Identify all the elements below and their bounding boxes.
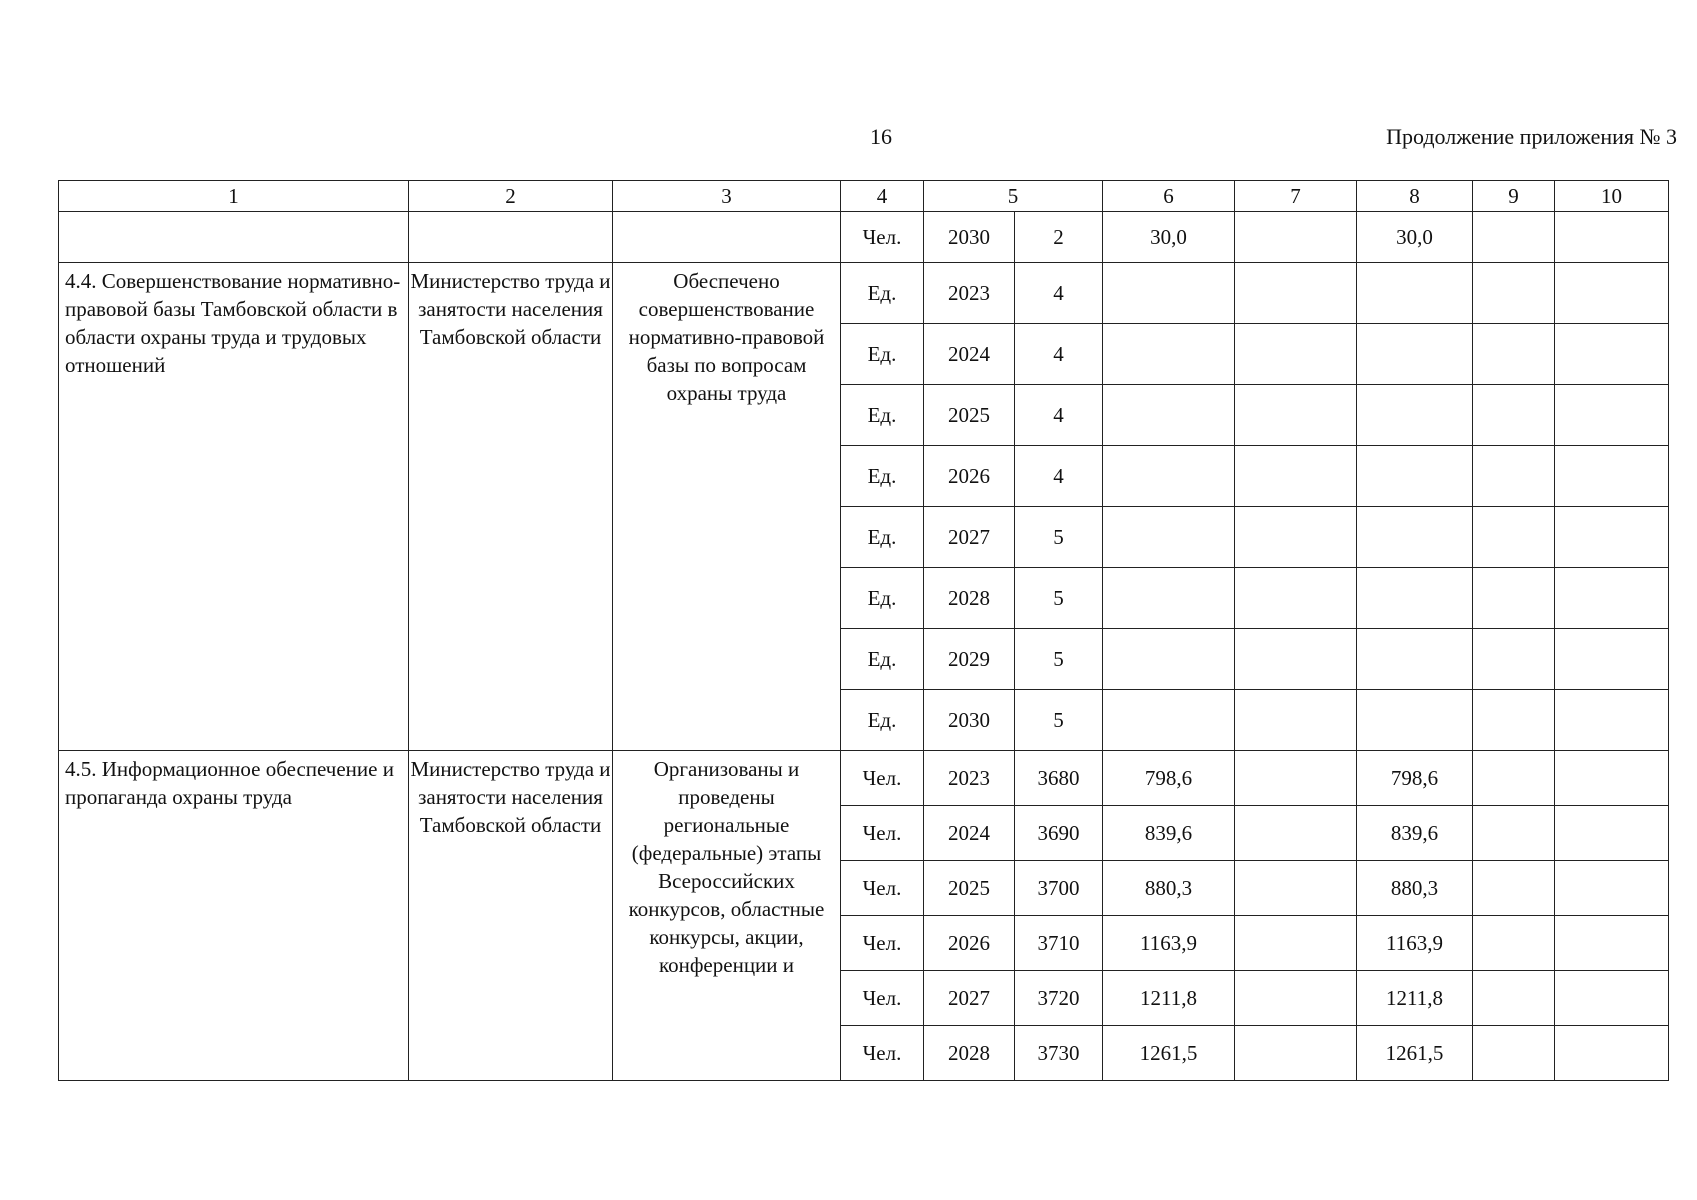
col8-cell	[1357, 690, 1473, 751]
empty-cell	[1235, 806, 1357, 861]
value-cell: 3690	[1015, 806, 1103, 861]
year-cell: 2030	[924, 212, 1015, 263]
year-cell: 2023	[924, 751, 1015, 806]
value-cell: 5	[1015, 568, 1103, 629]
col8-cell: 798,6	[1357, 751, 1473, 806]
value-cell: 3720	[1015, 971, 1103, 1026]
col6-cell: 798,6	[1103, 751, 1235, 806]
unit-cell: Чел.	[841, 1026, 924, 1081]
table-row	[59, 263, 1669, 324]
unit-cell: Ед.	[841, 385, 924, 446]
empty-cell	[1555, 507, 1669, 568]
empty-cell	[1473, 446, 1555, 507]
header-cell: 1	[59, 181, 409, 212]
unit-cell: Ед.	[841, 507, 924, 568]
empty-cell	[1555, 1026, 1669, 1081]
year-cell: 2030	[924, 690, 1015, 751]
empty-cell	[1235, 971, 1357, 1026]
empty-cell	[1473, 751, 1555, 806]
value-cell: 5	[1015, 507, 1103, 568]
value-cell: 4	[1015, 324, 1103, 385]
empty-cell	[1473, 806, 1555, 861]
col8-cell	[1357, 507, 1473, 568]
col6-cell: 30,0	[1103, 212, 1235, 263]
empty-cell	[1555, 263, 1669, 324]
section-44-executor: Министерство труда и занятости населения Тамбовской области	[409, 263, 613, 751]
col6-cell	[1103, 568, 1235, 629]
unit-cell: Ед.	[841, 690, 924, 751]
empty-cell	[1555, 446, 1669, 507]
empty-cell	[1473, 1026, 1555, 1081]
col8-cell: 1211,8	[1357, 971, 1473, 1026]
col8-cell	[1357, 446, 1473, 507]
empty-cell	[1555, 568, 1669, 629]
year-cell: 2028	[924, 1026, 1015, 1081]
col6-cell: 880,3	[1103, 861, 1235, 916]
section-45-title: 4.5. Информационное обеспечение и пропаганда охраны труда	[59, 751, 409, 1081]
empty-cell	[1473, 212, 1555, 263]
year-cell: 2024	[924, 324, 1015, 385]
col8-cell: 880,3	[1357, 861, 1473, 916]
empty-cell	[1235, 263, 1357, 324]
appendix-note: Продолжение приложения № 3	[1386, 124, 1677, 149]
empty-cell	[1555, 806, 1669, 861]
empty-cell	[1555, 916, 1669, 971]
empty-cell	[59, 212, 409, 263]
empty-cell	[1235, 690, 1357, 751]
header-cell: 3	[613, 181, 841, 212]
value-cell: 3710	[1015, 916, 1103, 971]
empty-cell	[1473, 971, 1555, 1026]
col8-cell	[1357, 263, 1473, 324]
unit-cell: Чел.	[841, 971, 924, 1026]
value-cell: 3680	[1015, 751, 1103, 806]
col6-cell	[1103, 263, 1235, 324]
unit-cell: Ед.	[841, 263, 924, 324]
header-row	[59, 181, 1669, 212]
empty-cell	[1555, 861, 1669, 916]
col8-cell: 839,6	[1357, 806, 1473, 861]
empty-cell	[1235, 324, 1357, 385]
col8-cell: 1163,9	[1357, 916, 1473, 971]
unit-cell: Ед.	[841, 629, 924, 690]
empty-cell	[1555, 751, 1669, 806]
year-cell: 2029	[924, 629, 1015, 690]
col8-cell	[1357, 568, 1473, 629]
col6-cell	[1103, 385, 1235, 446]
empty-cell	[1555, 690, 1669, 751]
empty-cell	[1473, 507, 1555, 568]
value-cell: 4	[1015, 263, 1103, 324]
empty-cell	[1555, 324, 1669, 385]
empty-cell	[1235, 507, 1357, 568]
empty-cell	[1555, 971, 1669, 1026]
header-cell: 7	[1235, 181, 1357, 212]
value-cell: 4	[1015, 446, 1103, 507]
section-44-title: 4.4. Совершенствование нормативно-правовой базы Тамбовской области в области охраны труда и трудовых отношений	[59, 263, 409, 751]
col8-cell	[1357, 324, 1473, 385]
col6-cell	[1103, 446, 1235, 507]
section-45-executor: Министерство труда и занятости населения Тамбовской области	[409, 751, 613, 1081]
year-cell: 2027	[924, 971, 1015, 1026]
year-cell: 2027	[924, 507, 1015, 568]
col8-cell	[1357, 385, 1473, 446]
col8-cell	[1357, 629, 1473, 690]
value-cell: 2	[1015, 212, 1103, 263]
empty-cell	[1473, 263, 1555, 324]
header-cell: 10	[1555, 181, 1669, 212]
header-cell: 2	[409, 181, 613, 212]
empty-cell	[1473, 690, 1555, 751]
empty-cell	[409, 212, 613, 263]
page-number: 16	[870, 124, 892, 149]
col6-cell: 1261,5	[1103, 1026, 1235, 1081]
empty-cell	[1473, 568, 1555, 629]
program-table	[58, 180, 1669, 1081]
empty-cell	[1235, 1026, 1357, 1081]
unit-cell: Чел.	[841, 806, 924, 861]
empty-cell	[1555, 212, 1669, 263]
unit-cell: Ед.	[841, 446, 924, 507]
col8-cell: 30,0	[1357, 212, 1473, 263]
empty-cell	[1235, 629, 1357, 690]
empty-cell	[1235, 751, 1357, 806]
col6-cell	[1103, 629, 1235, 690]
header-cell: 6	[1103, 181, 1235, 212]
col6-cell	[1103, 507, 1235, 568]
unit-cell: Чел.	[841, 861, 924, 916]
value-cell: 3730	[1015, 1026, 1103, 1081]
empty-cell	[1235, 212, 1357, 263]
header-cell: 8	[1357, 181, 1473, 212]
year-cell: 2028	[924, 568, 1015, 629]
empty-cell	[1235, 568, 1357, 629]
unit-cell: Чел.	[841, 916, 924, 971]
value-cell: 5	[1015, 629, 1103, 690]
year-cell: 2026	[924, 916, 1015, 971]
table-row	[59, 751, 1669, 806]
year-cell: 2024	[924, 806, 1015, 861]
year-cell: 2026	[924, 446, 1015, 507]
col6-cell: 1163,9	[1103, 916, 1235, 971]
col6-cell	[1103, 324, 1235, 385]
year-cell: 2025	[924, 861, 1015, 916]
header-cell: 9	[1473, 181, 1555, 212]
value-cell: 5	[1015, 690, 1103, 751]
empty-cell	[1555, 629, 1669, 690]
header-cell: 5	[924, 181, 1103, 212]
empty-cell	[613, 212, 841, 263]
year-cell: 2023	[924, 263, 1015, 324]
col6-cell: 1211,8	[1103, 971, 1235, 1026]
unit-cell: Ед.	[841, 568, 924, 629]
col8-cell: 1261,5	[1357, 1026, 1473, 1081]
section-44-result: Обеспечено совершенствование нормативно-правовой базы по вопросам охраны труда	[613, 263, 841, 751]
empty-cell	[1473, 916, 1555, 971]
unit-cell: Ед.	[841, 324, 924, 385]
col6-cell	[1103, 690, 1235, 751]
value-cell: 4	[1015, 385, 1103, 446]
col6-cell: 839,6	[1103, 806, 1235, 861]
value-cell: 3700	[1015, 861, 1103, 916]
empty-cell	[1473, 324, 1555, 385]
empty-cell	[1473, 629, 1555, 690]
empty-cell	[1473, 385, 1555, 446]
empty-cell	[1235, 916, 1357, 971]
empty-cell	[1473, 861, 1555, 916]
unit-cell: Чел.	[841, 751, 924, 806]
empty-cell	[1235, 446, 1357, 507]
empty-cell	[1235, 861, 1357, 916]
empty-cell	[1235, 385, 1357, 446]
table-row	[59, 212, 1669, 263]
unit-cell: Чел.	[841, 212, 924, 263]
header-cell: 4	[841, 181, 924, 212]
empty-cell	[1555, 385, 1669, 446]
section-45-result: Организованы и проведены региональные (федеральные) этапы Всероссийских конкурсов, областные конкурсы, акции, конференции и	[613, 751, 841, 1081]
year-cell: 2025	[924, 385, 1015, 446]
